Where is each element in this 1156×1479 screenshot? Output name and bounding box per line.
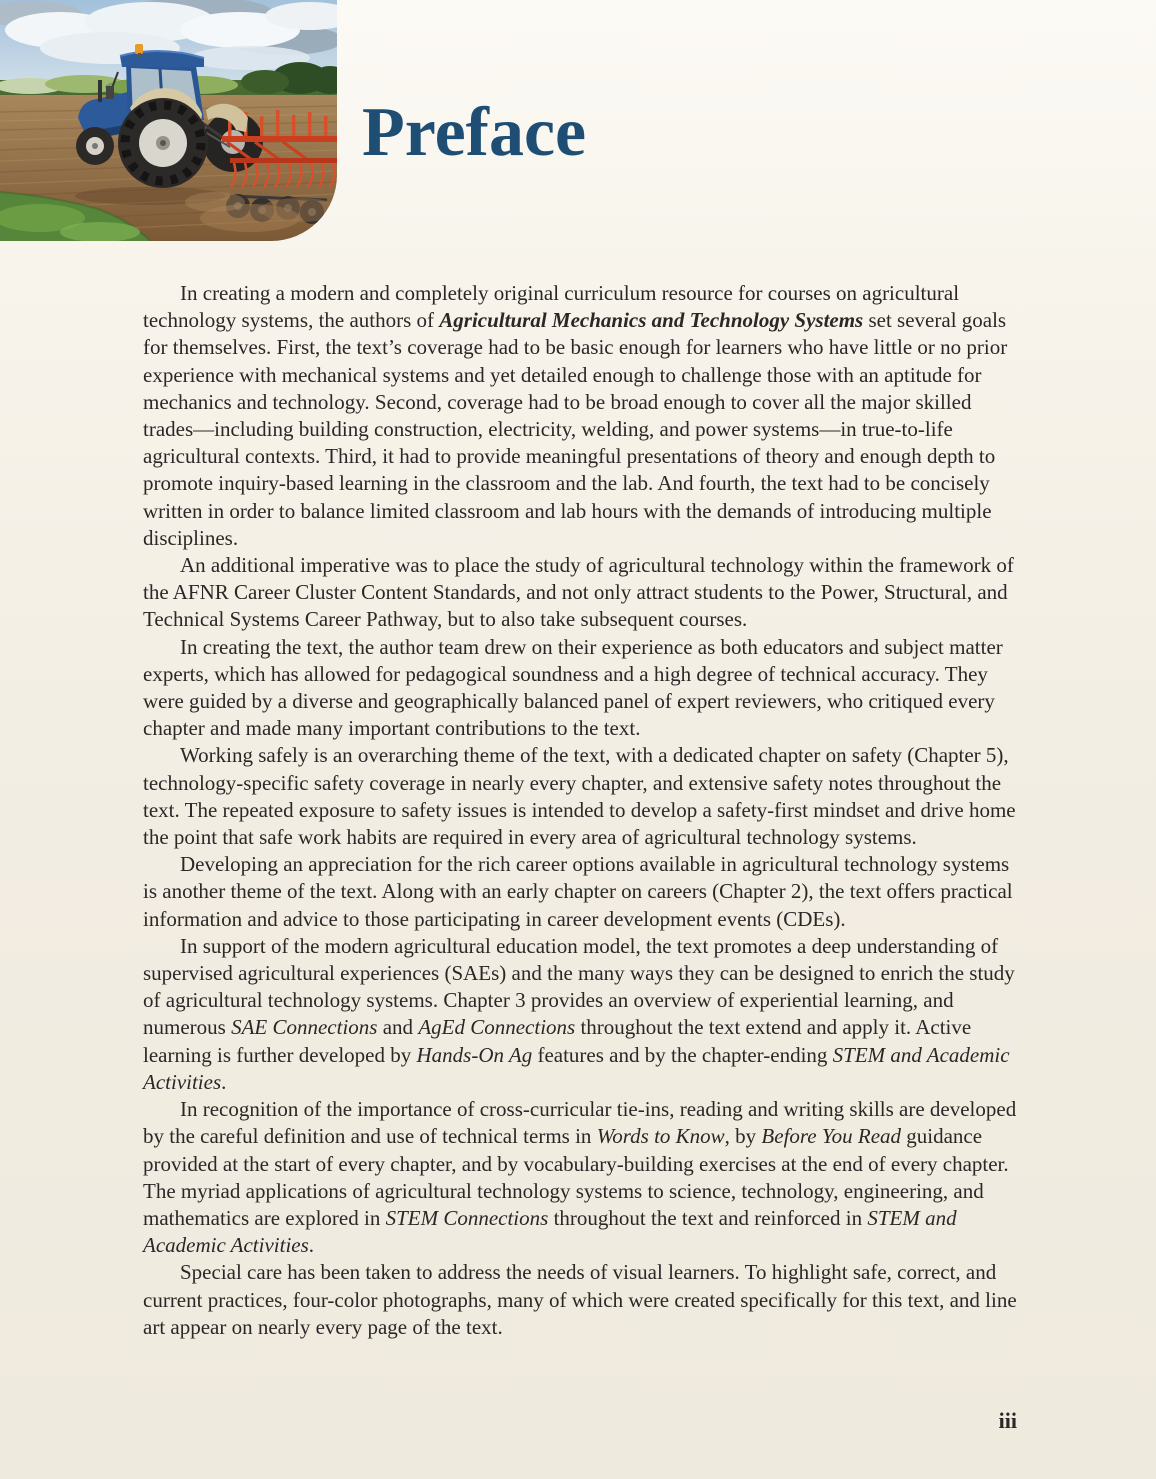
- text-run: In creating a modern and completely original curriculum resource for courses on agricultural technology systems, the authors of: [143, 281, 960, 333]
- text-run: Agricultural Mechanics and Technology Systems: [439, 308, 864, 333]
- text-run: In creating the text, the author team drew on their experience as both educators and subject matter experts, which has allowed for pedagogical soundness and a high degree of technical accuracy. They were guided by a diverse and geographically balanced panel of expert reviewers, who critiqued every chapter and made many important contributions to the text.: [143, 634, 1003, 741]
- paragraph: [143, 1259, 1019, 1341]
- paragraph: [143, 742, 1019, 851]
- text-run: Words to Know: [596, 1124, 725, 1149]
- text-run: .: [221, 1069, 227, 1094]
- text-run: An additional imperative was to place the study of agricultural technology within the framework of the AFNR Career Cluster Content Standards, and not only attract students to the Power, Structural, and Technical Systems Career Pathway, but to also take subsequent courses.: [143, 553, 1014, 632]
- text-run: and: [377, 1015, 419, 1040]
- paragraph: [143, 933, 1019, 1096]
- text-run: In support of the modern agricultural education model, the text promotes a deep understanding of supervised agricultural experiences (SAEs) and the many ways they can be designed to enrich the study of agricultural technology systems. Chapter 3 provides an overview of experiential learning, and numerous: [143, 933, 1015, 1040]
- text-run: Developing an appreciation for the rich career options available in agricultural technology systems is another theme of the text. Along with an early chapter on careers (Chapter 2), the text offers practical information and advice to those participating in career development events (CDEs).: [143, 852, 1013, 931]
- text-run: guidance provided at the start of every chapter, and by vocabulary-building exercises at the end of every chapter. The myriad applications of agricultural technology systems to science, technology, engineering, and mathematics are explored in: [143, 1124, 1009, 1230]
- paragraph: [143, 634, 1019, 743]
- text-run: SAE Connections: [231, 1015, 378, 1040]
- text-run: throughout the text and reinforced in: [548, 1205, 868, 1230]
- page-title: Preface: [362, 94, 587, 171]
- text-run: , by: [724, 1124, 762, 1149]
- tractor-field-photo: [0, 0, 337, 241]
- text-run: Special care has been taken to address the needs of visual learners. To highlight safe, correct, and current practices, four-color photographs, many of which were created specifically for this text, and line art appear on nearly every page of the text.: [143, 1260, 1017, 1339]
- text-run: STEM Connections: [385, 1205, 549, 1230]
- tractor-field-illustration: [0, 0, 337, 241]
- text-run: .: [308, 1233, 315, 1258]
- text-run: Hands-On Ag: [416, 1042, 533, 1067]
- text-run: STEM and Academic Activities: [143, 1205, 957, 1258]
- text-run: STEM and Academic Activities: [143, 1042, 1010, 1094]
- text-run: Working safely is an overarching theme of the text, with a dedicated chapter on safety (Chapter 5), technology-specific safety coverage in nearly every chapter, and extensive safety notes throughout the text. The repeated exposure to safety issues is intended to develop a safety-first mindset and drive home the point that safe work habits are required in every area of agricultural technology systems.: [143, 743, 1016, 850]
- paragraph: [143, 552, 1019, 634]
- text-run: throughout the text extend and apply it. Active learning is further developed by: [143, 1015, 972, 1067]
- preface-body: [143, 280, 1019, 1341]
- text-run: set several goals for themselves. First, the text’s coverage had to be basic enough for learners who have little or no prior experience with mechanical systems and yet detailed enough to challenge those with an aptitude for mechanics and technology. Second, coverage had to be broad enough to cover all the major skilled trades—including building construction, electricity, welding, and power systems—in true-to-life agricultural contexts. Third, it had to provide meaningful presentations of theory and enough depth to promote inquiry-based learning in the classroom and the lab. And fourth, the text had to be concisely written in order to balance limited classroom and lab hours with the demands of introducing multiple disciplines.: [143, 308, 1008, 550]
- text-run: features and by the chapter-ending: [532, 1042, 833, 1067]
- text-run: AgEd Connections: [418, 1015, 576, 1040]
- page-number: iii: [998, 1408, 1017, 1433]
- text-run: In recognition of the importance of cross-curricular tie-ins, reading and writing skills are developed by the careful definition and use of technical terms in: [143, 1097, 1017, 1149]
- paragraph: [143, 280, 1019, 552]
- text-run: Before You Read: [761, 1124, 902, 1149]
- paragraph: [143, 851, 1019, 933]
- paragraph: [143, 1096, 1019, 1259]
